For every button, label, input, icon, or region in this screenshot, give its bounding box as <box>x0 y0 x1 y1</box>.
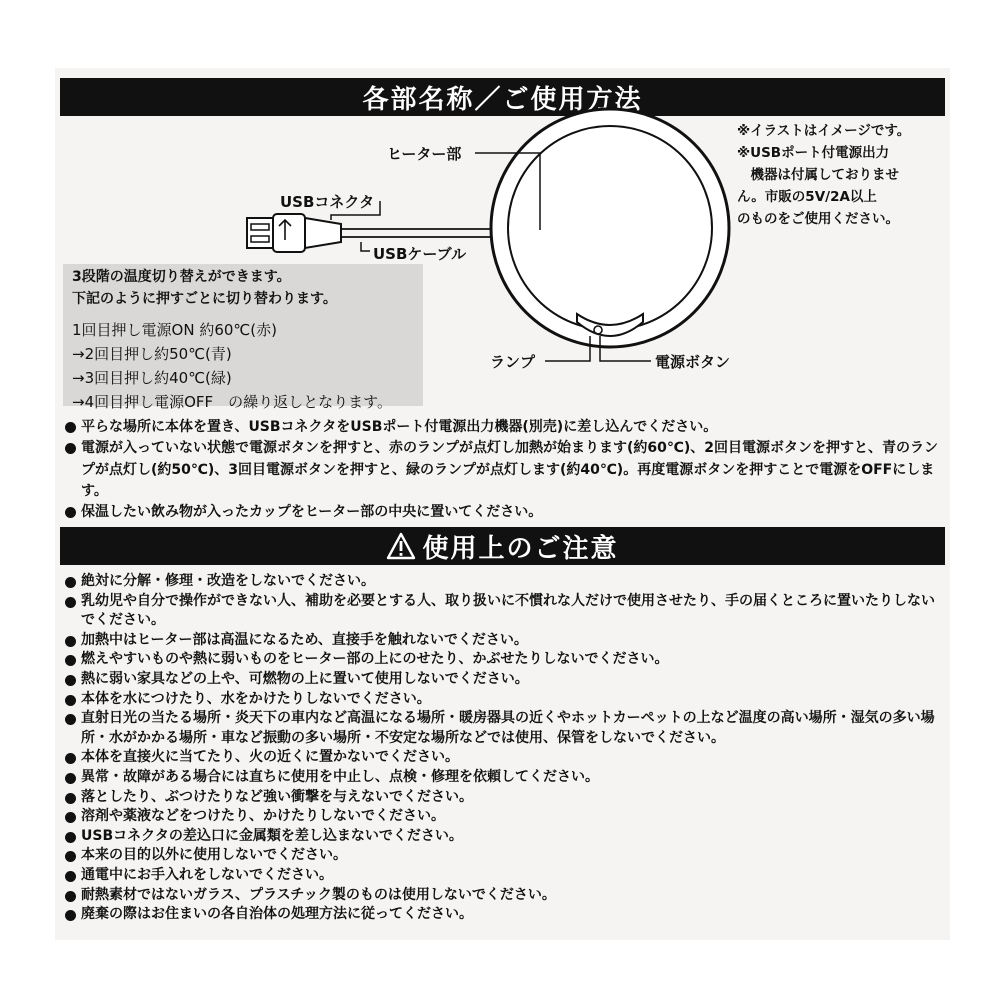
temperature-mode-heading: 3段階の温度切り替えができます。 下記のように押すごとに切り替わります。 <box>72 269 337 307</box>
caution-item: 落としたり、ぶつけたりなど強い衝撃を与えないでください。 <box>63 788 943 808</box>
caution-item: 異常・故障がある場合には直ちに使用を中止し、点検・修理を依頼してください。 <box>63 768 943 788</box>
caution-item: 絶対に分解・修理・改造をしないでください。 <box>63 572 943 592</box>
caution-item: 熱に弱い家具などの上や、可燃物の上に置いて使用しないでください。 <box>63 670 943 690</box>
caution-item: 廃棄の際はお住まいの各自治体の処理方法に従ってください。 <box>63 905 943 925</box>
caution-item: 本体を水につけたり、水をかけたりしないでください。 <box>63 690 943 710</box>
usage-steps <box>63 417 948 523</box>
heater-ring <box>491 109 729 347</box>
mode-step: →4回目押し電源OFF の繰り返しとなります。 <box>72 393 392 411</box>
warning-triangle-icon <box>386 532 416 560</box>
note-line: のものをご使用ください。 <box>737 211 899 227</box>
caution-item: 耐熱素材ではないガラス、プラスチック製のものは使用しないでください。 <box>63 886 943 906</box>
caution-item: 加熱中はヒーター部は高温になるため、直接手を触れないでください。 <box>63 631 943 651</box>
caution-item: 通電中にお手入れをしないでください。 <box>63 866 943 886</box>
mode-step: →2回目押し約50℃(青) <box>72 345 232 363</box>
caution-item: 本来の目的以外に使用しないでください。 <box>63 846 943 866</box>
note-line: ※イラストはイメージです。 <box>737 123 911 139</box>
usb-cable-label: USBケーブル <box>373 245 467 263</box>
cautions-title: 使用上のご注意 <box>422 533 619 564</box>
illustration-notes <box>737 120 947 230</box>
caution-item: 溶剤や薬液などをつけたり、かけたりしないでください。 <box>63 807 943 827</box>
usb-cable <box>341 229 491 237</box>
note-line: ※USBポート付電源出力 <box>737 145 890 161</box>
usage-step: 電源が入っていない状態で電源ボタンを押すと、赤のランプが点灯し加熱が始まります(約60℃)、2回目電源ボタンを押すと、青のランプが点灯し(約50℃)、3回目電源ボタンを押すと、緑のランプが点灯します(約40℃)。再度電源ボタンを押すことで電源をOFFにします。 <box>63 438 948 502</box>
usage-step: 平らな場所に本体を置き、USBコネクタをUSBポート付電源出力機器(別売)に差し込んでください。 <box>63 417 948 438</box>
mode-step: 1回目押し電源ON 約60℃(赤) <box>72 321 277 339</box>
usb-connector-label: USBコネクタ <box>280 193 375 211</box>
usage-step: 保温したい飲み物が入ったカップをヒーター部の中央に置いてください。 <box>63 502 948 523</box>
section-title-cautions <box>60 527 945 565</box>
note-line: ん。市販の5V/2A以上 <box>737 189 877 205</box>
caution-list <box>63 572 943 925</box>
heater-label: ヒーター部 <box>387 145 462 163</box>
section-title-parts-usage: 各部名称／ご使用方法 <box>60 78 945 116</box>
temperature-mode-steps <box>72 318 392 414</box>
instruction-sheet <box>55 68 950 940</box>
caution-item: USBコネクタの差込口に金属類を差し込まないでください。 <box>63 827 943 847</box>
caution-item: 乳幼児や自分で操作ができない人、補助を必要とする人、取り扱いに不慣れな人だけで使用させたり、手の届くところに置いたりしないでください。 <box>63 592 943 631</box>
caution-item: 燃えやすいものや熱に弱いものをヒーター部の上にのせたり、かぶせたりしないでください。 <box>63 650 943 670</box>
power-button-label: 電源ボタン <box>655 353 731 371</box>
caution-item: 直射日光の当たる場所・炎天下の車内など高温になる場所・暖房器具の近くやホットカーペットの上など温度の高い場所・湿気の多い場所・水がかかる場所・車など振動の多い場所・不安定な場所などでは使用、保管をしないでください。 <box>63 709 943 748</box>
caution-item: 本体を直接火に当てたり、火の近くに置かないでください。 <box>63 748 943 768</box>
usb-plug-icon <box>247 214 341 252</box>
mode-step: →3回目押し約40℃(緑) <box>72 369 232 387</box>
lamp-label: ランプ <box>490 353 536 371</box>
note-line: 機器は付属しておりませ <box>737 167 899 183</box>
